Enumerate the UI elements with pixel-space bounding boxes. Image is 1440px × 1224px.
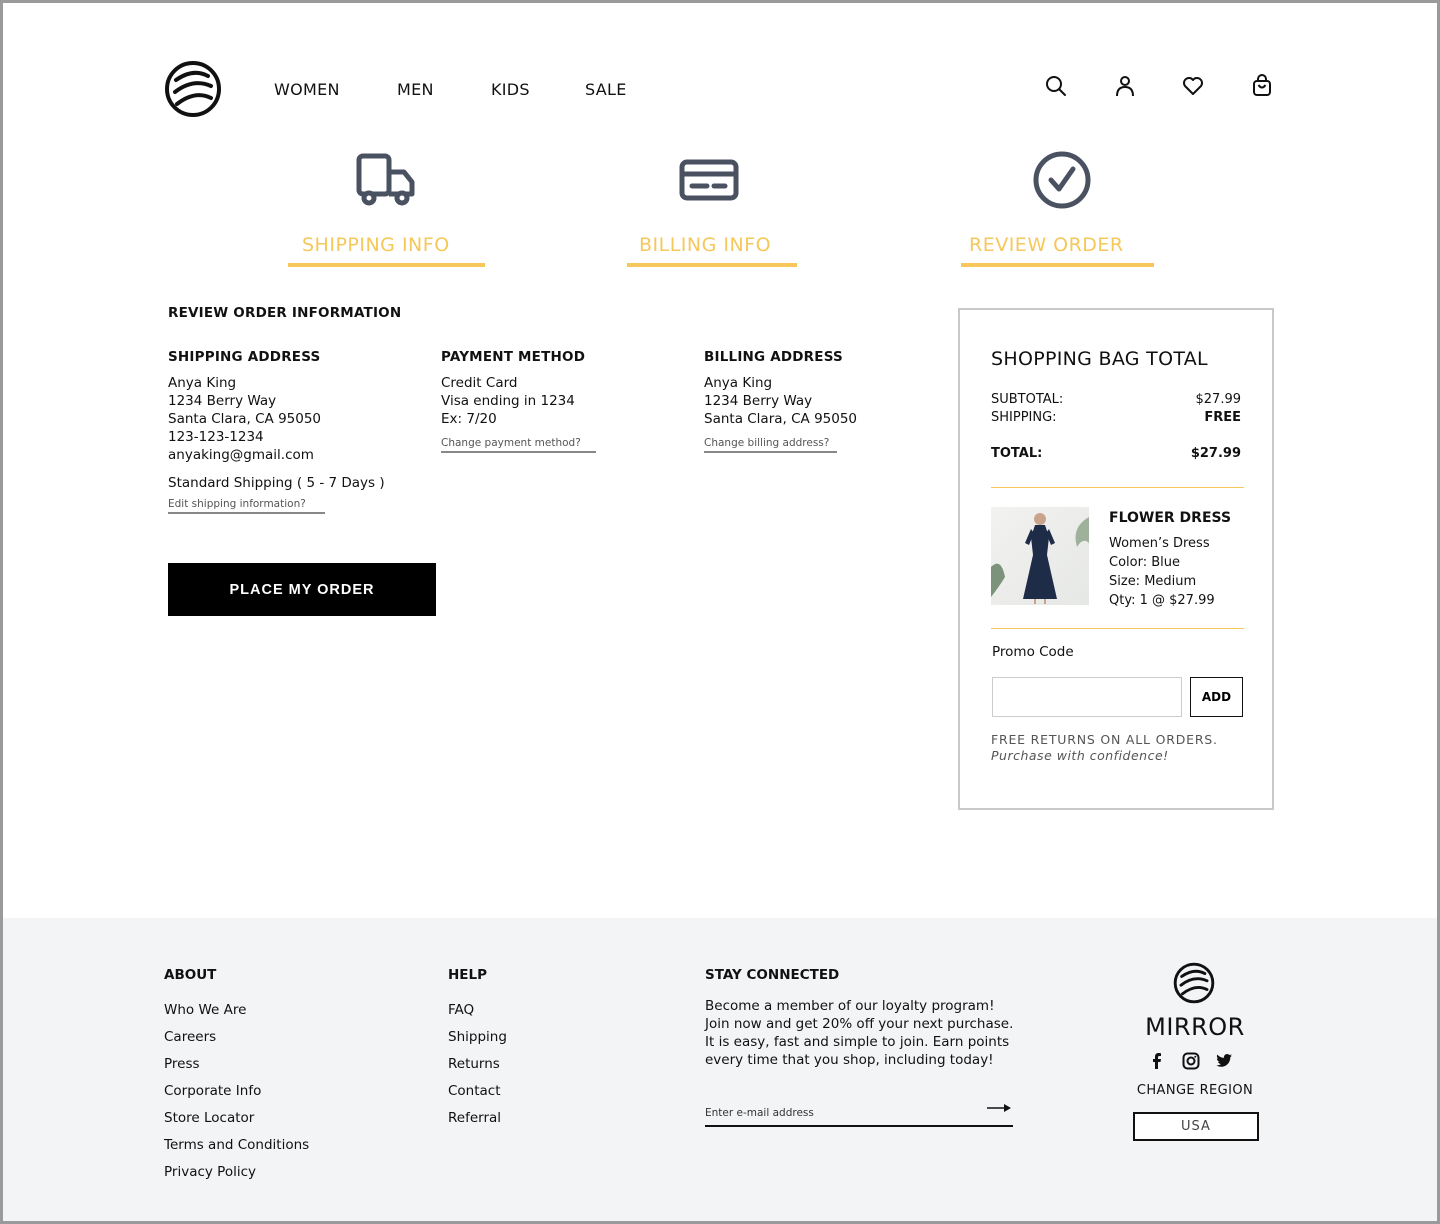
shipping-label: SHIPPING: — [991, 410, 1057, 425]
shipping-street: 1234 Berry Way — [168, 393, 277, 409]
cart-icon[interactable] — [1250, 74, 1274, 98]
product-size: Size: Medium — [1109, 574, 1197, 589]
billing-city: Santa Clara, CA 95050 — [704, 411, 858, 427]
footer-link[interactable]: FAQ — [448, 1002, 475, 1018]
promo-code-label: Promo Code — [992, 644, 1074, 660]
shipping-phone: 123-123-1234 — [168, 429, 264, 445]
step-shipping-underline — [288, 263, 485, 267]
region-select-button[interactable]: USA — [1133, 1112, 1259, 1141]
bag-title: SHOPPING BAG TOTAL — [991, 348, 1208, 370]
payment-method-title: PAYMENT METHOD — [441, 349, 586, 365]
billing-address-block — [704, 374, 857, 428]
twitter-icon[interactable] — [1215, 1052, 1233, 1070]
returns-line: FREE RETURNS ON ALL ORDERS. — [991, 732, 1218, 747]
credit-card-icon — [679, 159, 739, 201]
footer-link[interactable]: Careers — [164, 1029, 217, 1045]
step-review-underline — [961, 263, 1154, 267]
instagram-icon[interactable] — [1182, 1052, 1200, 1070]
payment-card: Visa ending in 1234 — [441, 393, 575, 409]
step-review-label[interactable]: REVIEW ORDER — [969, 234, 1124, 256]
returns-note — [991, 732, 1218, 764]
nav-kids[interactable]: KIDS — [491, 80, 530, 99]
footer-about-title: ABOUT — [164, 967, 217, 983]
footer-help-links — [448, 997, 507, 1132]
email-input[interactable] — [705, 1107, 965, 1119]
footer-help-title: HELP — [448, 967, 488, 983]
footer — [0, 918, 1440, 1224]
change-payment-link[interactable]: Change payment method? — [441, 437, 596, 453]
change-region-label: CHANGE REGION — [1136, 1083, 1254, 1098]
product-name[interactable]: FLOWER DRESS — [1109, 510, 1232, 526]
shipping-value: FREE — [1204, 410, 1241, 425]
check-circle-icon — [1032, 150, 1092, 210]
payment-expiry: Ex: 7/20 — [441, 411, 497, 427]
footer-link[interactable]: Privacy Policy — [164, 1164, 257, 1180]
billing-address-title: BILLING ADDRESS — [704, 349, 843, 365]
product-color: Color: Blue — [1109, 555, 1180, 570]
search-icon[interactable] — [1044, 74, 1068, 98]
nav-sale[interactable]: SALE — [585, 80, 627, 99]
footer-link[interactable]: Referral — [448, 1110, 502, 1126]
step-billing-underline — [627, 263, 797, 267]
footer-link[interactable]: Contact — [448, 1083, 501, 1099]
shipping-method: Standard Shipping ( 5 - 7 Days ) — [168, 475, 385, 491]
footer-link[interactable]: Returns — [448, 1056, 500, 1072]
shipping-email: anyaking@gmail.com — [168, 447, 314, 463]
footer-link[interactable]: Corporate Info — [164, 1083, 262, 1099]
total-label: TOTAL: — [991, 446, 1043, 461]
product-image[interactable] — [991, 507, 1089, 605]
payment-method-block — [441, 374, 575, 428]
add-promo-button[interactable]: ADD — [1190, 677, 1243, 717]
place-order-button[interactable]: PLACE MY ORDER — [168, 563, 436, 616]
shipping-city: Santa Clara, CA 95050 — [168, 411, 322, 427]
footer-link[interactable]: Shipping — [448, 1029, 507, 1045]
email-signup — [705, 1101, 1013, 1127]
shipping-address-block — [168, 374, 321, 464]
footer-link[interactable]: Terms and Conditions — [164, 1137, 310, 1153]
truck-icon — [356, 152, 416, 208]
nav-men[interactable]: MEN — [397, 80, 434, 99]
loyalty-text: Become a member of our loyalty program! Join now and get 20% off your next purchase. It is easy, fast and simple to join. Earn points every time that you shop, including today! — [705, 998, 1014, 1068]
product-details — [1109, 534, 1215, 610]
step-billing-label[interactable]: BILLING INFO — [639, 234, 772, 256]
billing-street: 1234 Berry Way — [704, 393, 813, 409]
footer-connect-title: STAY CONNECTED — [705, 967, 840, 983]
shipping-name: Anya King — [168, 375, 237, 391]
subtotal-value: $27.99 — [1195, 392, 1241, 407]
footer-link[interactable]: Press — [164, 1056, 200, 1072]
facebook-icon[interactable] — [1148, 1052, 1166, 1070]
edit-shipping-link[interactable]: Edit shipping information? — [168, 498, 325, 514]
nav-women[interactable]: WOMEN — [274, 80, 340, 99]
total-value: $27.99 — [1190, 446, 1241, 461]
divider — [991, 487, 1244, 488]
subtotal-row — [991, 392, 1241, 407]
brand-logo[interactable] — [1172, 962, 1216, 1004]
footer-link[interactable]: Who We Are — [164, 1002, 247, 1018]
payment-type: Credit Card — [441, 375, 518, 391]
shopping-bag-panel — [958, 308, 1274, 810]
shipping-address-title: SHIPPING ADDRESS — [168, 349, 321, 365]
brand-name: MIRROR — [1145, 1013, 1245, 1041]
divider — [991, 628, 1244, 629]
heart-icon[interactable] — [1181, 74, 1205, 98]
product-type: Women’s Dress — [1109, 536, 1210, 551]
brand-logo[interactable] — [163, 60, 223, 118]
footer-link[interactable]: Store Locator — [164, 1110, 255, 1126]
confidence-line: Purchase with confidence! — [991, 748, 1169, 763]
arrow-right-icon[interactable] — [987, 1101, 1013, 1115]
subtotal-label: SUBTOTAL: — [991, 392, 1064, 407]
review-title: REVIEW ORDER INFORMATION — [168, 305, 402, 321]
user-icon[interactable] — [1113, 74, 1137, 98]
change-billing-link[interactable]: Change billing address? — [704, 437, 837, 453]
step-shipping-label[interactable]: SHIPPING INFO — [302, 234, 450, 256]
total-row — [991, 446, 1241, 461]
dress-image — [991, 507, 1089, 605]
shipping-row — [991, 410, 1241, 425]
billing-name: Anya King — [704, 375, 773, 391]
footer-about-links — [164, 997, 309, 1186]
product-qty: Qty: 1 @ $27.99 — [1109, 593, 1215, 608]
promo-code-input[interactable] — [992, 677, 1182, 717]
